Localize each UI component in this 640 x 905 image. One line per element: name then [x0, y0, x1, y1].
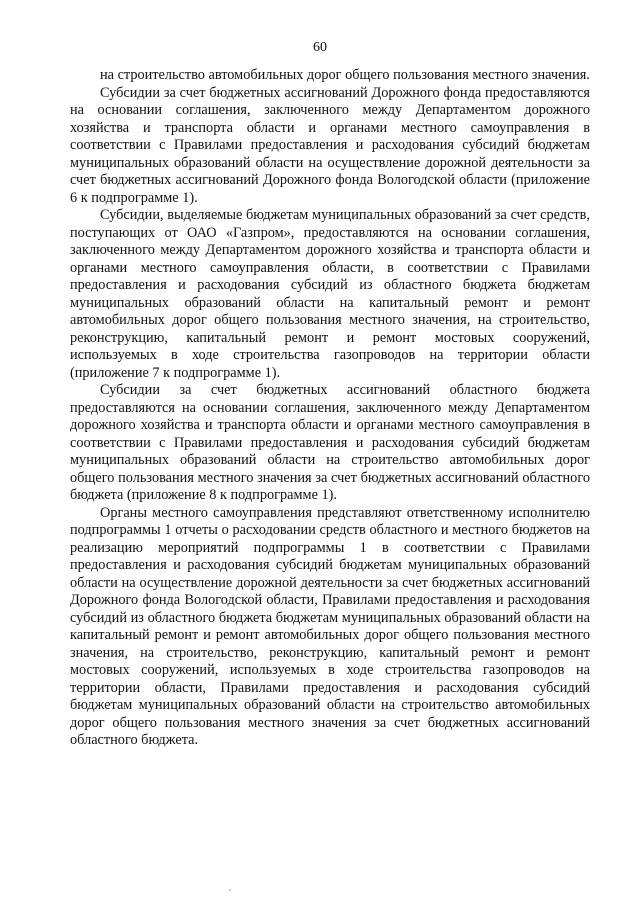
- paragraph-gazprom-subsidies: Субсидии, выделяемые бюджетам муниципальных образований за счет средств, поступающих от ОАО «Газпром», предоставляются на основании соглашения, заключенного между Департаментом дорожного хозяйства и транспорта области и органами местного самоуправления области, в соответствии с Правилами предоставления и расходования субсидий из областного бюджета бюджетам муниципальных образований области на капитальный ремонт и ремонт автомобильных дорог общего пользования местного значения, на строительство, реконструкцию, капитальный ремонт и ремонт мостовых сооружений, используемых в ходе строительства газопроводов на территории области (приложение 7 к подпрограмме 1).: [70, 207, 590, 381]
- paragraph-continuation: на строительство автомобильных дорог общего пользования местного значения.: [100, 67, 590, 83]
- page-number: 60: [313, 40, 327, 55]
- document-body: [70, 67, 590, 750]
- paragraph-road-fund-subsidies: Субсидии за счет бюджетных ассигнований Дорожного фонда предоставляются на основании соглашения, заключенного между Департаментом дорожного хозяйства и транспорта области и органами местного самоуправления в соответствии с Правилами предоставления и расходования субсидий бюджетам муниципальных образований области на осуществление дорожной деятельности за счет бюджетных ассигнований Дорожного фонда Вологодской области (приложение 6 к подпрограмме 1).: [70, 84, 590, 206]
- paragraph-local-government-reports: Органы местного самоуправления представляют ответственному исполнителю подпрограммы 1 отчеты о расходовании средств областного и местного бюджетов на реализацию мероприятий подпрограммы 1 в соответствии с Правилами предоставления и расходования субсидий бюджетам муниципальных образований области на осуществление дорожной деятельности за счет бюджетных ассигнований Дорожного фонда Вологодской области, Правилами предоставления и расходования субсидий из областного бюджета бюджетам муниципальных образований области на капитальный ремонт и ремонт автомобильных дорог общего пользования местного значения, на строительство, реконструкцию, капитальный ремонт и ремонт мостовых сооружений, используемых в ходе строительства газопроводов на территории области, Правилами предоставления и расходования субсидий бюджетам муниципальных образований области на строительство автомобильных дорог общего пользования местного значения за счет бюджетных ассигнований областного бюджета.: [70, 504, 590, 748]
- paragraph-regional-budget-subsidies: Субсидии за счет бюджетных ассигнований областного бюджета предоставляются на основании соглашения, заключенного между Департаментом дорожного хозяйства и транспорта области и органами местного самоуправления в соответствии с Правилами предоставления и расходования субсидий бюджетам муниципальных образований области на строительство автомобильных дорог общего пользования местного значения за счет бюджетных ассигнований областного бюджета (приложение 8 к подпрограмме 1).: [70, 382, 590, 503]
- scan-artifact: [229, 889, 231, 891]
